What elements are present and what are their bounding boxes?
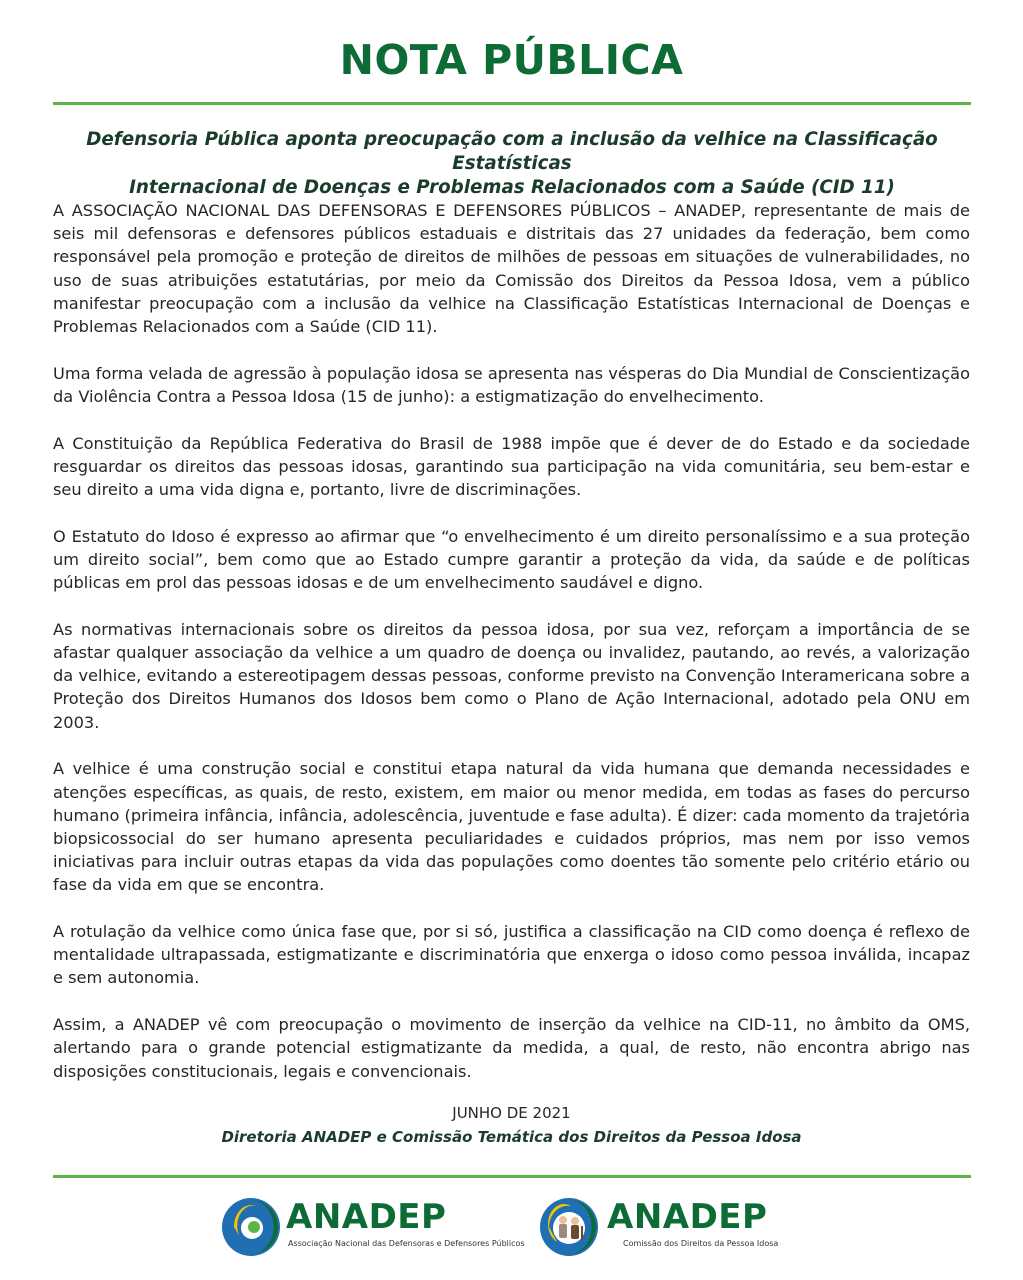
paragraph-1: A ASSOCIAÇÃO NACIONAL DAS DEFENSORAS E DEFENSORES PÚBLICOS – ANADEP, representante de mais de seis mil defensoras e defensores públicos estaduais e distritais das 27 unidades da federação, bem como responsável pela promoção e proteção de direitos de milhões de pessoas em situações de vulnerabilidades, no uso de suas atribuições estatutárias, por meio da Comissão dos Direitos da Pessoa Idosa, vem a público manifestar preocupação com a inclusão da velhice na Classificação Estatísticas Internacional de Doenças e Problemas Relacionados com a Saúde (CID 11). bbox=[53, 201, 970, 337]
paragraph-6: A velhice é uma construção social e constitui etapa natural da vida humana que demanda necessidades e atenções específicas, as quais, de resto, existem, em maior ou menor medida, em todas as fases do percurso humano (primeira infância, infância, adolescência, juventude e fase adulta). É dizer: cada momento da trajetória biopsicossocial do ser humano apresenta peculiaridades e cuidados próprios, mas nem por isso vemos iniciativas para incluir outras etapas da vida das populações como doentes tão somente pelo critério etário ou fase da vida em que se encontra. bbox=[53, 759, 970, 895]
anadep-emblem-icon bbox=[220, 1196, 282, 1258]
page-title: NOTA PÚBLICA bbox=[339, 36, 684, 84]
anadep-wordmark: ANADEP bbox=[286, 1197, 447, 1237]
anadep-commission-logo bbox=[537, 1196, 817, 1260]
subtitle-line-2: Internacional de Doenças e Problemas Relacionados com a Saúde (CID 11) bbox=[129, 177, 895, 198]
subtitle bbox=[53, 128, 971, 200]
paragraph-7: A rotulação da velhice como única fase que, por si só, justifica a classificação na CID como doença é reflexo de mentalidade ultrapassada, estigmatizante e discriminatória que enxerga o idoso como pessoa inválida, incapaz e sem autonomia. bbox=[53, 922, 970, 988]
subtitle-line-1: Defensoria Pública aponta preocupação com a inclusão da velhice na Classificação Estatísticas bbox=[86, 129, 938, 174]
top-divider bbox=[53, 102, 971, 105]
paragraph-8: Assim, a ANADEP vê com preocupação o movimento de inserção da velhice na CID-11, no âmbito da OMS, alertando para o grande potencial estigmatizante da medida, a qual, de resto, não encontra abrigo nas disposições constitucionais, legais e convencionais. bbox=[53, 1015, 970, 1081]
paragraph-3: A Constituição da República Federativa do Brasil de 1988 impõe que é dever de do Estado e da sociedade resguardar os direitos das pessoas idosas, garantindo sua participação na vida comunitária, seu bem-estar e seu direito a uma vida digna e, portanto, livre de discriminações. bbox=[53, 433, 970, 500]
signature-name: Diretoria ANADEP e Comissão Temática dos Direitos da Pessoa Idosa bbox=[221, 1128, 802, 1146]
bottom-divider bbox=[53, 1175, 971, 1178]
anadep-elderly-emblem-icon bbox=[537, 1196, 603, 1258]
signature-date: JUNHO DE 2021 bbox=[452, 1104, 571, 1122]
paragraph-2: Uma forma velada de agressão à população idosa se apresenta nas vésperas do Dia Mundial de Conscientização da Violência Contra a Pessoa Idosa (15 de junho): a estigmatização do envelhecimento. bbox=[53, 363, 970, 406]
anadep-logo bbox=[220, 1196, 525, 1260]
paragraph-5: As normativas internacionais sobre os direitos da pessoa idosa, por sua vez, reforçam a importância de se afastar qualquer associação da velhice a um quadro de doença ou invalidez, pautando, ao revés, a valorização da velhice, evitando a estereotipagem dessas pessoas, conforme previsto na Convenção Interamericana sobre a Proteção dos Direitos Humanos dos Idosos bem como o Plano de Ação Internacional, adotado pela ONU em 2003. bbox=[53, 619, 970, 732]
anadep-commission-tagline: Comissão dos Direitos da Pessoa Idosa bbox=[623, 1239, 779, 1248]
paragraph-4: O Estatuto do Idoso é expresso ao afirmar que “o envelhecimento é um direito personalíssimo e a sua proteção um direito social”, bem como que ao Estado cumpre garantir a proteção da vida, da saúde e de políticas públicas em prol das pessoas idosas e de um envelhecimento saudável e digno. bbox=[53, 526, 970, 593]
anadep-tagline: Associação Nacional das Defensoras e Defensores Públicos bbox=[288, 1239, 525, 1248]
note-body bbox=[53, 199, 970, 1106]
anadep-commission-wordmark: ANADEP bbox=[607, 1197, 768, 1237]
